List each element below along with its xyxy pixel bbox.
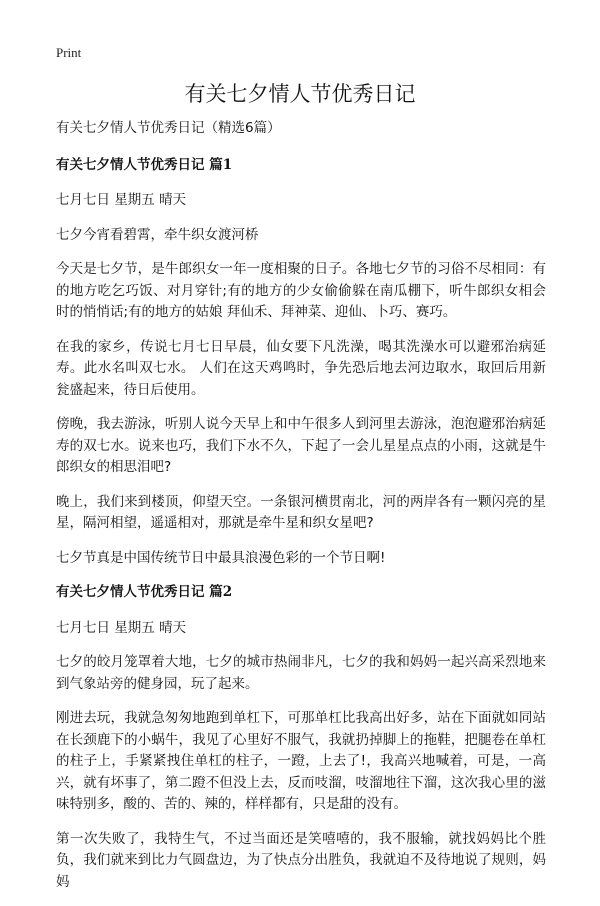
section-heading-1: 有关七夕情人节优秀日记 篇1 bbox=[56, 156, 233, 173]
section-1-paragraph: 七夕节真是中国传统节日中最具浪漫色彩的一个节日啊! bbox=[56, 549, 386, 566]
section-1-paragraph: 今天是七夕节，是牛郎织女一年一度相聚的日子。各地七夕节的习俗不尽相同：有的地方吃乞巧饭、对月穿针;有的地方的少女偷偷躲在南瓜棚下，听牛郎织女相会时的悄悄话;有的地方的姑娘 拜仙禾、拜神菜、迎仙、卜巧、赛巧。 bbox=[56, 261, 546, 320]
print-link[interactable]: Print bbox=[56, 45, 82, 60]
section-1-paragraph: 傍晚，我去游泳，听别人说今天早上和中午很多人到河里去游泳，泡泡避邪治病延寿的双七水。说来也巧，我们下水不久，下起了一会儿星星点点的小雨，这就是牛郎织女的相思泪吧? bbox=[56, 416, 546, 475]
section-1-date: 七月七日 星期五 晴天 bbox=[56, 192, 187, 208]
document-title: 有关七夕情人节优秀日记 bbox=[184, 82, 416, 106]
section-heading-2: 有关七夕情人节优秀日记 篇2 bbox=[56, 584, 233, 600]
document-body bbox=[56, 118, 546, 906]
section-1-paragraph: 在我的家乡，传说七月七日早晨，仙女要下凡洗澡，喝其洗澡水可以避邪治病延寿。此水名叫双七水。 人们在这天鸡鸣时，争先恐后地去河边取水，取回后用新瓮盛起来，待日后使用。 bbox=[56, 338, 546, 398]
section-2-paragraph: 第一次失败了，我特生气，不过当面还是笑嘻嘻的，我不服输，就找妈妈比个胜负，我们就来到比力气圆盘边，为了快点分出胜负，我就迫不及待地说了规则，妈妈 bbox=[56, 830, 546, 890]
section-2-date: 七月七日 星期五 晴天 bbox=[56, 619, 187, 636]
section-2-paragraph: 刚进去玩，我就急匆匆地跑到单杠下，可那单杠比我高出好多，站在下面就如同站在长颈鹿下的小蜗牛，我见了心里好不服气，我就扔掉脚上的拖鞋，把腿卷在单杠的柱子上，手紧紧拽住单杠的柱子，一蹬，上去了!，我高兴地喊着，可是，一高兴，就有坏事了，第二蹬不但没上去，反而吱溜，吱溜地往下溜，这次我心里的滋味特别多，酸的、苦的、辣的，样样都有，只是甜的没有。 bbox=[56, 710, 546, 812]
section-2-paragraph: 七夕的皎月笼罩着大地，七夕的城市热闹非凡，七夕的我和妈妈一起兴高采烈地来到气象站旁的健身园，玩了起来。 bbox=[56, 654, 546, 692]
document-subtitle: 有关七夕情人节优秀日记（精选6篇） bbox=[56, 120, 281, 136]
section-1-paragraph: 晚上，我们来到楼顶，仰望天空。一条银河横贯南北，河的两岸各有一颗闪亮的星星，隔河相望，遥遥相对，那就是牵牛星和织女星吧? bbox=[56, 493, 546, 531]
section-1-paragraph: 七夕今宵看碧霄，牵牛织女渡河桥 bbox=[56, 226, 259, 243]
